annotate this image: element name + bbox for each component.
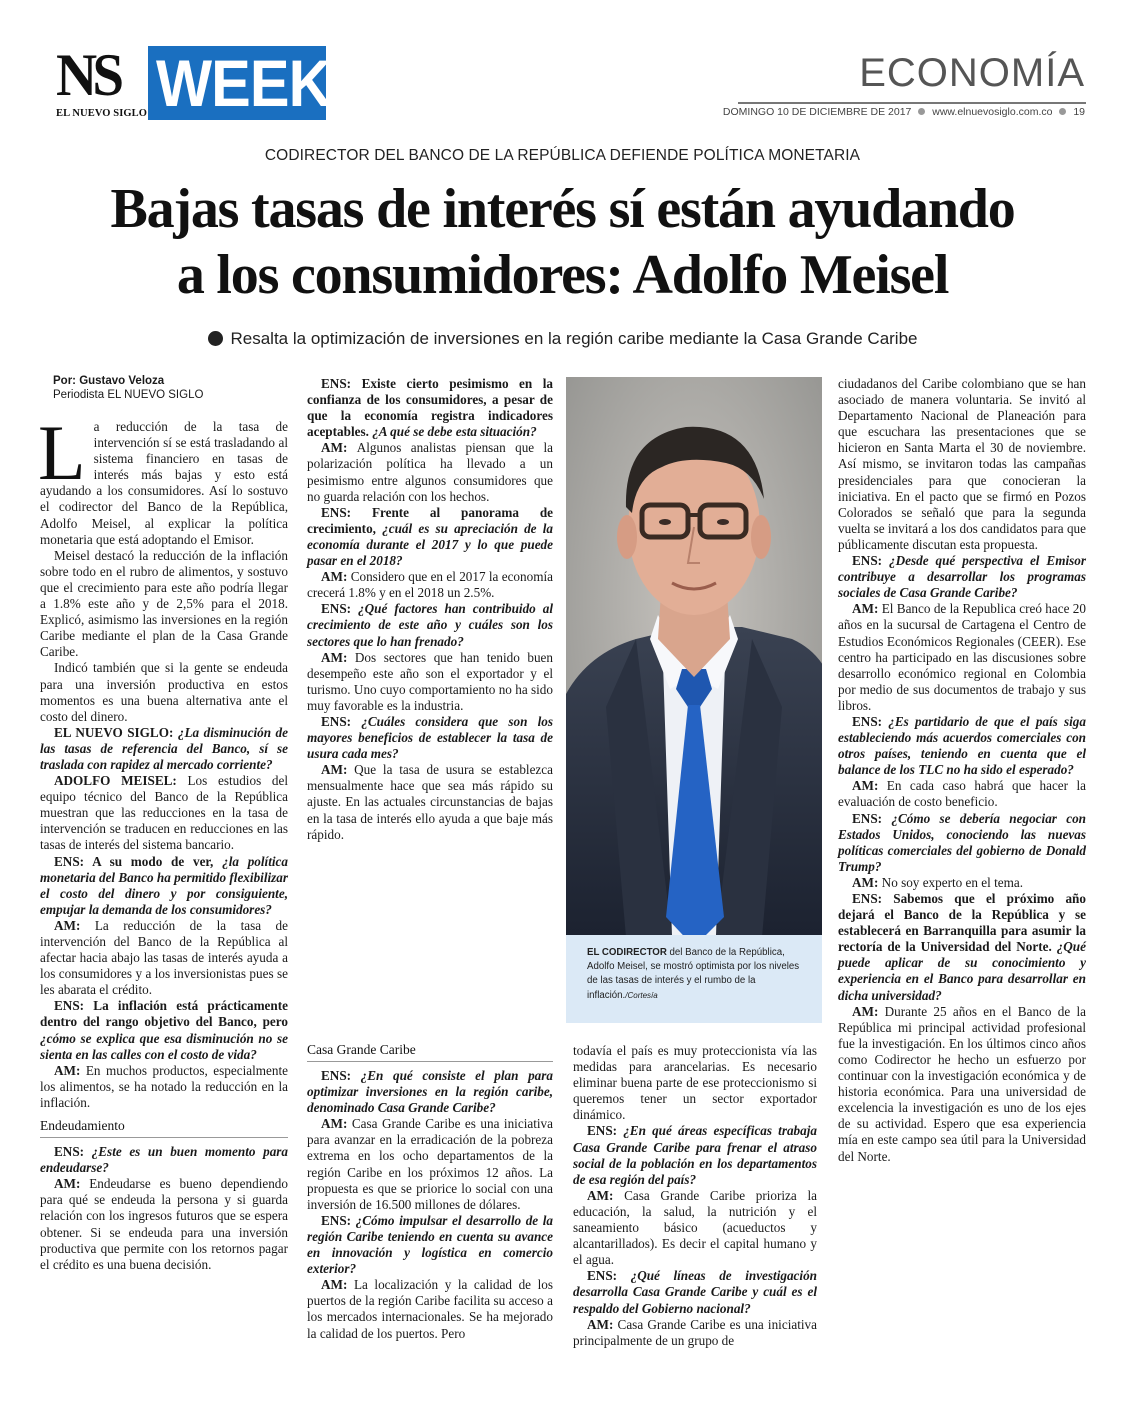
article-column-1 <box>40 374 288 1273</box>
question-text: ¿la política monetaria del Banco ha permitido flexibilizar el costo del dinero y por consiguiente, empujar la demanda de los consumidores? <box>40 853 289 917</box>
body-paragraph <box>307 650 553 714</box>
caption-lead: EL CODIRECTOR <box>587 947 667 958</box>
body-paragraph <box>573 1317 817 1349</box>
subhead <box>0 328 1125 350</box>
speaker-label: AM: <box>54 1176 90 1192</box>
body-paragraph <box>307 440 553 504</box>
byline-role: Periodista EL NUEVO SIGLO <box>53 389 204 401</box>
question-paragraph <box>573 1268 817 1316</box>
question-text: ¿Este es un buen momento para endeudarse? <box>40 1144 289 1176</box>
answer-text: a reducción de la tasa de intervención sí se está trasladando al sistema financiero en tasas de interés más bajas y esto está ayudando a los consumidores. Así lo sostuvo el codirector del Banco de la República, Adolfo Meisel, al explicar la política monetaria que está adoptando el Emisor. <box>40 419 288 547</box>
speaker-label: AM: <box>54 1062 86 1078</box>
question-text: A su modo de ver, <box>92 853 223 869</box>
speaker-label: AM: <box>321 569 351 585</box>
answer-text: Que la tasa de usura se establezca mensualmente hace que sea más rápido su ajuste. En las actuales circunstancias de bajas en la tasa de interés ello ayuda a que baje más rápido. <box>307 762 553 842</box>
article-column-4 <box>838 376 1086 1165</box>
speaker-label: ENS: <box>321 376 362 391</box>
question-text: ¿cómo se explica que esa disminución no se sienta en las calles con el costo de vida? <box>40 1030 288 1062</box>
kicker: CODIRECTOR DEL BANCO DE LA REPÚBLICA DEFIENDE POLÍTICA MONETARIA <box>264 147 861 164</box>
question-text: ¿Es partidario de que el país siga estableciendo más acuerdos comerciales con otros países, teniendo en cuenta que el balance de los TLC no ha sido el esperado? <box>838 713 1086 778</box>
question-text: ¿A qué se debe esta situación? <box>372 424 537 440</box>
speaker-label: AM: <box>587 1187 625 1203</box>
question-paragraph <box>838 811 1086 875</box>
question-paragraph <box>307 376 553 440</box>
ns-logo <box>56 42 148 126</box>
subhead-text: Resalta la optimización de inversiones en la región caribe mediante la Casa Grande Caribe <box>230 329 918 348</box>
body-paragraph <box>573 1188 817 1268</box>
answer-text: Meisel destacó la reducción de la inflación sobre todo en el rubro de alimentos, y sostuvo que el crecimiento para este año podría llegar a 1.8% este año y de 2,5% para el 2018. Explicó, asimismo las inversiones en la región Caribe mediante el plan de la Casa Grande Caribe. <box>40 547 288 660</box>
speaker-label: AM: <box>321 1116 352 1132</box>
article-column-3-lower <box>573 1043 817 1349</box>
speaker-label: ENS: <box>587 1123 624 1139</box>
column-1-body <box>38 409 289 1273</box>
bullet-icon <box>208 331 223 346</box>
bullet-icon <box>1059 108 1066 115</box>
question-paragraph <box>40 998 288 1062</box>
headline-line-2: a los consumidores: Adolfo Meisel <box>176 244 949 306</box>
answer-text: Durante 25 años en el Banco de la República mi principal actividad profesional fue la investigación. En los últimos cinco años como Codirector he hecho un esfuerzo por continuar con la investigación económica y de historia económica. Para una universidad de excelencia la investigación es uno de los ejes de su actividad. Espero que esa experiencia mía en este campo sea útil para la Universidad del Norte. <box>838 1003 1086 1164</box>
speaker-label: ENS: <box>852 810 892 826</box>
speaker-label: AM: <box>852 778 887 794</box>
speaker-label: AM: <box>54 917 95 933</box>
body-paragraph <box>40 1063 288 1111</box>
answer-text: En muchos productos, especialmente los alimentos, se ha notado la reducción en la inflación. <box>40 1062 288 1110</box>
speaker-label: ENS: <box>54 998 94 1014</box>
speaker-label: EL NUEVO SIGLO: <box>54 724 178 740</box>
speaker-label: AM: <box>852 601 882 617</box>
body-paragraph <box>573 1043 817 1123</box>
article-column-2 <box>307 376 553 843</box>
lead-paragraph <box>38 409 288 548</box>
speaker-label: AM: <box>321 649 355 665</box>
question-paragraph <box>573 1123 817 1187</box>
answer-text: ciudadanos del Caribe colombiano que se han asociado de manera voluntaria. Se invitó al Departamento Nacional de Planeación para que escuchara las presentaciones que se hicieron en Santa Marta el 30 de noviembre. Así mismo, se invitaron todas las campañas presidenciales para que conocieran la iniciativa. En el pacto que se firmó en Pozos Colorados se señaló que para la segunda vuelta se invitará a los dos candidatos para que públicamente discutan esta propuesta. <box>838 376 1086 552</box>
question-text: ¿Cómo impulsar el desarrollo de la región Caribe teniendo en cuenta su avance en innovación y logística en comercio exterior? <box>307 1212 553 1277</box>
week-logo <box>148 46 331 120</box>
body-paragraph <box>40 773 288 853</box>
speaker-label: ENS: <box>321 504 372 520</box>
speaker-label: ENS: <box>54 853 93 869</box>
headline <box>0 176 1125 308</box>
question-paragraph <box>307 1213 553 1277</box>
answer-text: Casa Grande Caribe prioriza la educación, la salud, la nutrición y el saneamiento básico (acueductos y alcantarillados). Es decir el capital humano y el agua. <box>573 1187 817 1268</box>
masthead-rule <box>738 102 1086 104</box>
answer-text: Los estudios del equipo técnico del Banco de la República muestran que las reducciones en la tasa de intervención se traducen en reducciones en las tasas de interés del sistema bancario. <box>40 773 289 853</box>
question-text: ¿Cómo se debería negociar con Estados Unidos, conociendo las nuevas políticas comerciales del gobierno de Donald Trump? <box>838 810 1086 874</box>
speaker-label: ENS: <box>54 1144 92 1160</box>
answer-text: Casa Grande Caribe es una iniciativa para avanzar en la erradicación de la pobreza extrema en los ocho departamentos de la región Caribe en los próximos 12 años. La propuesta es que se priorice lo social con una inversión de 16.500 millones de dólares. <box>307 1116 553 1212</box>
headline-line-1: Bajas tasas de interés sí están ayudando <box>110 178 1015 240</box>
answer-text: Indicó también que si la gente se endeuda para una inversión productiva en estos momentos es una buena alternativa ante el costo del dinero. <box>40 660 288 724</box>
byline: Por: Gustavo Veloza <box>53 375 165 387</box>
answer-text: El Banco de la Republica creó hace 20 años en la sucursal de Cartagena el Centro de Estudios Económicos Regionales (CEER). Ese centro ha participado en las discusiones sobre desarrollo económico regional en Colombia por medio de sus documentos de trabajo y sus libros. <box>838 601 1086 713</box>
question-paragraph <box>307 601 553 649</box>
speaker-label: AM: <box>321 1277 354 1293</box>
photo-caption <box>587 946 812 1003</box>
question-text: ¿Qué factores han contribuido al crecimiento de este año y cuáles son los sectores que lo han frenado? <box>307 601 554 649</box>
question-paragraph <box>40 725 288 773</box>
question-text: ¿cuál es su apreciación de la economía durante el 2017 y lo que puede pasar en el 2018? <box>307 520 553 569</box>
answer-text: En cada caso habrá que hacer la evaluación de costo beneficio. <box>838 778 1086 810</box>
body-paragraph <box>307 1116 553 1213</box>
section-title: ECONOMÍA <box>859 51 1085 95</box>
body-paragraph <box>307 569 553 601</box>
answer-text: No soy experto en el tema. <box>881 874 1024 890</box>
speaker-label: ENS: <box>321 1212 356 1228</box>
speaker-label: ENS: <box>321 1068 361 1083</box>
speaker-label: AM: <box>852 1003 885 1019</box>
folio-line <box>723 105 1085 119</box>
body-paragraph <box>838 1004 1086 1165</box>
ns-logo-text: NS <box>56 42 120 108</box>
question-text: ¿La disminución de las tasas de referencia del Banco, sí se traslada con rapidez al mercado corriente? <box>40 724 288 772</box>
answer-text: La localización y la calidad de los puertos de la región Caribe facilita su acceso a los mercados internacionales. Se ha mejorado la calidad de los puertos. Pero <box>307 1277 553 1341</box>
question-text: Sabemos que el próximo año dejará el Banco de la República y se establecerá en Barranquilla para asumir la rectoría de la Universidad del Norte. <box>838 891 1086 955</box>
speaker-label: ENS: <box>321 713 362 729</box>
question-paragraph <box>838 553 1086 601</box>
body-paragraph <box>838 875 1086 891</box>
column-2-lower-body <box>307 1041 553 1342</box>
body-paragraph <box>307 762 553 842</box>
subsection-heading: Casa Grande Caribe <box>307 1041 553 1062</box>
question-paragraph <box>307 1068 553 1116</box>
body-paragraph <box>40 918 288 998</box>
page-number: 19 <box>1073 106 1085 118</box>
answer-text: Algunos analistas piensan que la polarización política ha llevado a un pesimismo entre algunos consumidores que no guarda relación con los hechos. <box>307 440 553 504</box>
body-paragraph <box>40 1176 288 1273</box>
answer-text: La reducción de la tasa de intervención del Banco de la República al afectar hacia abajo las tasas de interés ayuda a los consumidores y a los inversionistas pues se les abarata el crédito. <box>40 917 288 998</box>
answer-text: Dos sectores que han tenido buen desempeño este año son el exportador y el turismo. Uno cuyo comportamiento no ha sido muy favorable es la industria. <box>307 649 553 713</box>
speaker-label: ENS: <box>852 713 889 729</box>
answer-text: Considero que en el 2017 la economía crecerá 1.8% y en el 2018 un 2.5%. <box>307 569 553 601</box>
speaker-label: AM: <box>852 874 882 890</box>
answer-text: Casa Grande Caribe es una iniciativa principalmente de un grupo de <box>573 1316 817 1348</box>
column-4-body <box>838 376 1086 1165</box>
question-text: ¿En qué áreas específicas trabaja Casa Grande Caribe para frenar el atraso social de la población en los departamentos de esa región del país? <box>573 1123 818 1187</box>
speaker-label: ENS: <box>852 891 894 906</box>
question-paragraph <box>838 714 1086 778</box>
body-paragraph <box>307 1277 553 1341</box>
speaker-label: ADOLFO MEISEL: <box>54 773 188 789</box>
issue-date: DOMINGO 10 DE DICIEMBRE DE 2017 <box>722 106 912 118</box>
bullet-icon <box>918 108 925 115</box>
question-paragraph <box>307 714 553 762</box>
question-text: Frente al panorama de crecimiento, <box>307 504 554 536</box>
article-column-2-lower <box>307 1035 553 1342</box>
website-link[interactable]: www.elnuevosiglo.com.co <box>932 106 1053 118</box>
speaker-label: ENS: <box>852 553 889 569</box>
body-paragraph <box>838 778 1086 810</box>
ns-logo-subtitle: EL NUEVO SIGLO <box>56 108 148 119</box>
week-logo-text: WEEK <box>156 46 331 120</box>
subsection-heading: Endeudamiento <box>40 1117 288 1138</box>
question-text: Existe cierto pesimismo en la confianza de los consumidores, a pesar de que la economía registra indicadores aceptables. <box>307 376 554 440</box>
body-paragraph <box>838 376 1086 553</box>
question-text: ¿Desde qué perspectiva el Emisor contribuye a desarrollar los programas sociales de Casa Grande Caribe? <box>838 553 1086 601</box>
answer-text: todavía el país es muy proteccionista vía las medidas para arancelarias. Es necesario eliminar buena parte de ese proteccionismo si queremos tener un sector exportador dinámico. <box>573 1043 817 1123</box>
speaker-label: AM: <box>587 1316 618 1332</box>
question-paragraph <box>838 891 1086 1004</box>
question-text: ¿Cuáles considera que son los mayores beneficios de establecer la tasa de usura cada mes? <box>307 713 553 762</box>
photo-credit: /Cortesía <box>625 990 658 1000</box>
portrait-photo <box>566 377 822 935</box>
question-paragraph <box>40 854 288 918</box>
column-3-lower-body <box>573 1043 817 1349</box>
body-paragraph <box>838 601 1086 714</box>
question-paragraph <box>40 1144 288 1176</box>
speaker-label: AM: <box>321 440 357 456</box>
question-text: La inflación está prácticamente dentro del rango objetivo del Banco, pero <box>40 998 288 1030</box>
speaker-label: AM: <box>321 762 355 778</box>
speaker-label: ENS: <box>321 601 359 617</box>
column-2-body <box>307 376 553 843</box>
body-paragraph <box>40 548 288 661</box>
body-paragraph <box>40 660 288 724</box>
question-text: ¿Qué líneas de investigación desarrolla Casa Grande Caribe y cuál es el respaldo del Gobierno nacional? <box>573 1268 818 1316</box>
dropcap: L <box>38 409 86 496</box>
speaker-label: ENS: <box>587 1268 631 1284</box>
question-text: ¿Qué puede aplicar de su conocimiento y experiencia en el Banco para desarrollar en dicha universidad? <box>838 939 1086 1003</box>
caption-text: del Banco de la República, Adolfo Meisel, se mostró optimista por los niveles de las tasas de interés y el rumbo de la inflación. <box>587 947 800 1001</box>
answer-text: Endeudarse es bueno dependiendo para qué se endeuda la persona y si guarda relación con los ingresos futuros que se espera obtener. Si se endeuda para una inversión productiva que permite con los retornos pagar el crédito es una buena decisión. <box>40 1176 288 1272</box>
question-text: ¿En qué consiste el plan para optimizar inversiones en la región caribe, denominado Casa Grande Caribe? <box>307 1068 553 1116</box>
question-paragraph <box>307 505 553 569</box>
